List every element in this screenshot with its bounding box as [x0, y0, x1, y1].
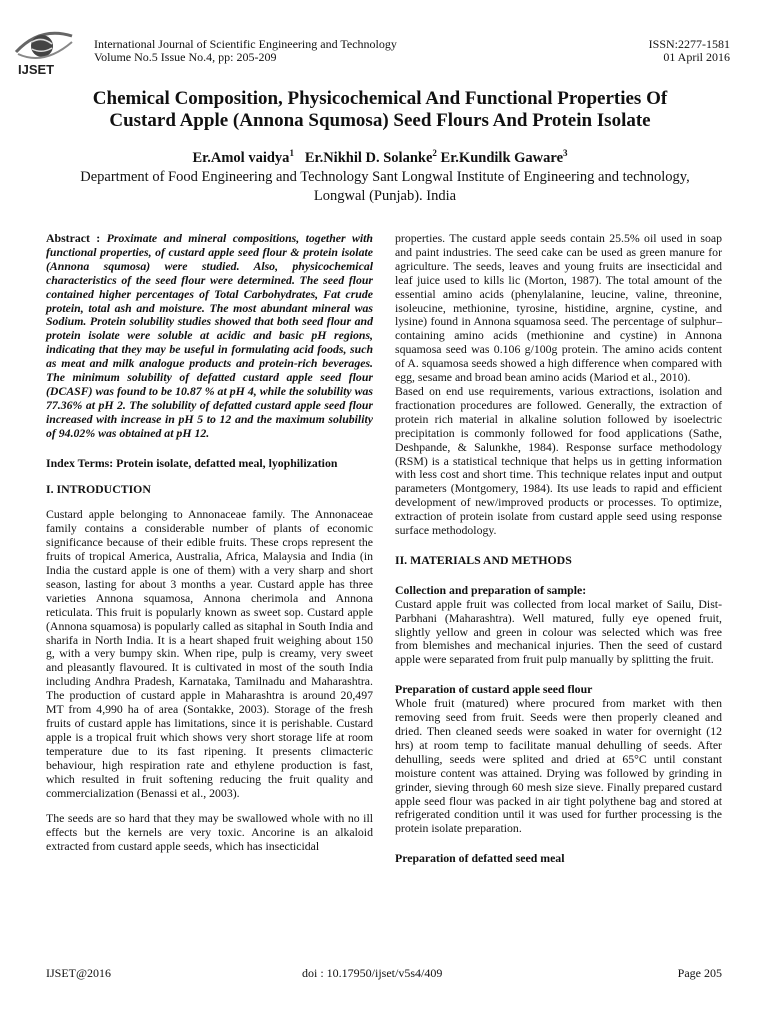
methods-paragraph-1: Custard apple fruit was collected from local market of Sailu, Dist-Parbhani (Maharashtra). Well matured, fully eye opened fruit, slightly yellow and green in colour was selected which was free from blemishes and mechanical injuries. Then the seed of custard apple were separated from fruit pulp manually by splitting the fruit. [395, 596, 722, 667]
author-list: Er.Amol vaidya$^1$ Er.Nikhil D. Solanke$^2$ Er.Kundilk Gaware$^3$ [192, 148, 568, 166]
intro-paragraph-2: The seeds are so hard that they may be swallowed whole with no ill effects but the kernels are very toxic. Ancorine is an alkaloid extracted from custard apple seeds, which has insecticidal [46, 811, 373, 854]
page-number: Page 205 [677, 966, 722, 980]
left-column [46, 232, 373, 854]
right-column [395, 232, 722, 866]
issn-info [649, 38, 730, 64]
intro-paragraph-3: properties. The custard apple seeds contain 25.5% oil used in soap and paint industries. The seed cake can be used as green manure for agriculture. The seeds, leaves and young fruits are insecticidal and leaf juice used to kills lic (Morton, 1987). The total amount of the essential amino acids (phenylalanine, leucine, valine, threonine, isoleucine, methionine, tyrosine, histidine, argnine, cystine, and lysine) found in Annona squamosa seed. The percentage of sulphur–containing amino acids (methionine and cystine) in Annona squamosa seed was 0.106 g/100g protein. The amino acids content of A. squamosa seeds showed a high difference when compared with egg, sesame and broad bean amino acids (Mariod et al., 2010). [395, 231, 722, 385]
intro-heading: I. INTRODUCTION [46, 481, 151, 496]
subheading-seed-flour: Preparation of custard apple seed flour [395, 682, 593, 697]
logo-text: IJSET [18, 62, 55, 77]
issue-date: 01 April 2016 [663, 50, 730, 64]
index-terms: Index Terms: Protein isolate, defatted meal, lyophilization [46, 455, 338, 470]
abstract [46, 232, 373, 441]
page-header [10, 20, 750, 82]
footer-doi: doi : 10.17950/ijset/v5s4/409 [302, 966, 443, 980]
journal-info [94, 38, 397, 64]
methods-heading: II. MATERIALS AND METHODS [395, 552, 572, 567]
author-3: Er.Kundilk Gaware [440, 149, 564, 166]
methods-paragraph-2: Whole fruit (matured) where procured from market with then removing seed from fruit. Seeds were then properly cleaned and dried. Then cleaned seeds were soaked in water for overnight (12 hrs) at room temp to facilitate manual dehulling of seeds. After dehulling, seeds were splited and dried at 65°C until constant moisture content was attained. Drying was followed by grinding in grinder, sieving through 60 mesh size sieve. Finally prepared custard apple seed flour was packed in air tight polythene bag and stored at refrigerated condition until it was used for further processing is the protein isolate preparation. [395, 696, 722, 836]
intro-paragraph-1: Custard apple belonging to Annonaceae family. The Annonaceae family contains a considerable number of plants of economic significance because of their edible fruits. These crops represent the fruits of tropical America, Australia, Africa, Malaysia and India (in India the custard apple is one of them) with a very sharp and short season, lasting for about 3 months a year. Custard apple has three varieties Annona squamosa, Annona cherimola and Annona reticulata. This fruit is popularly known as sweet sop. Custard apple (Annona squamosa) is popularly called as sitaphal in South India and sharifa in North India. It is a heart shaped fruit weighing about 150 g, with a very bumpy skin. When ripe, pulp is creamy, very sweet and pleasantly flavoured. It is cultivated in most of the south India including Andhra Pradesh, Karnataka, Tamilnadu and Maharashtra. The production of custard apple in Maharashtra is around 20,497 MT from 4,990 ha of area (Sontakke, 2003). Storage of the fresh fruits of custard apple has limitations, since it is perishable. Custard apple is a tropical fruit which shows very short storage life at room temperature due to its fast ripening. It presents climacteric behaviour, high respiration rate and ethylene production is fast, which resulted in fruit softening reducing the fruit quality and commercialization (Benassi et al., 2003). [46, 507, 373, 800]
journal-volume: Volume No.5 Issue No.4, pp: 205-209 [94, 50, 277, 64]
affiliation: Department of Food Engineering and Technology Sant Longwal Institute of Engineering and technology, Longwal (Punjab). India [80, 169, 690, 204]
intro-paragraph-4: Based on end use requirements, various extractions, isolation and fractionation procedures are followed. Generally, the extraction of protein rich material in alkaline solution followed by isoelectric precipitation is commonly followed for food applications (Sathe, Deshpande, & Salunkhe, 1984). Response surface methodology (RSM) is a statistical technique that helps us in getting information with less cost and short time. This technique relates input and output parameters (Montgomery, 1984). Its use leads to rapid and efficient development of new/improved products or processes. To optimize, extraction of protein isolate from custard apple seed using response surface methodology. [395, 383, 722, 538]
paper-title: Chemical Composition, Physicochemical And Functional Properties Of Custard Apple (Annona Squmosa) Seed Flours And Protein Isolate [92, 88, 668, 131]
author-2: Er.Nikhil D. Solanke [304, 149, 433, 166]
author-1: Er.Amol vaidya [192, 149, 290, 166]
issn: ISSN:2277-1581 [648, 37, 730, 51]
footer-journal: IJSET@2016 [46, 966, 112, 980]
ijset-logo [10, 22, 80, 78]
subheading-defatted-meal: Preparation of defatted seed meal [395, 851, 565, 866]
abstract-label: Abstract : [46, 231, 101, 245]
journal-name: International Journal of Scientific Engineering and Technology [94, 37, 397, 51]
abstract-text: Proximate and mineral compositions, together with functional properties, of custard apple seed flour & protein isolate (Annona squmosa) were studied. Also, physicochemical characteristics of the seed flour were determined. The seed flour contained higher percentages of Total Carbohydrates, Fat crude protein, total ash and moisture. The most abundant mineral was Sodium. Protein solubility studies showed that both seed flour and protein isolate were soluble at acidic and basic pH regions, indicating that they may be useful in formulating acid foods, such as meat and milk analogue products and protein-rich beverages. The minimum solubility of defatted custard apple seed flour (DCASF) was found to be 10.87 % at pH 4, while the solubility was 77.36% at pH 2. The solubility of defatted custard apple seed flour increased with increase in pH 5 to 12 and the maximum solubility of 94.02% was obtained at pH 12. [46, 231, 373, 440]
subheading-collection: Collection and preparation of sample: [395, 582, 587, 597]
